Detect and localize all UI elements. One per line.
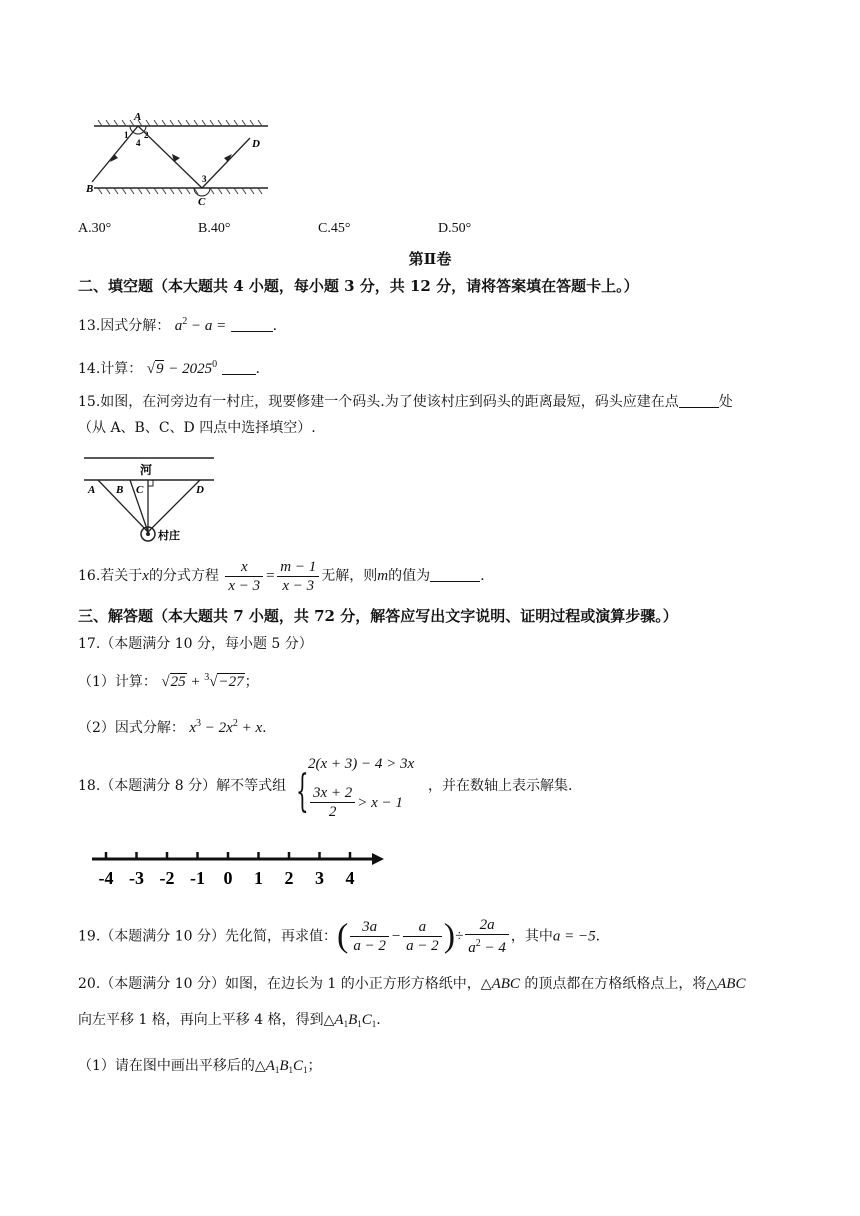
q12-option-c: C.45° bbox=[318, 221, 351, 236]
q19-minus: − bbox=[390, 928, 402, 945]
number-line-label: -4 bbox=[98, 868, 114, 888]
q12-figure bbox=[78, 108, 278, 208]
question-16 bbox=[78, 556, 485, 596]
q15-label-d: D bbox=[196, 484, 204, 496]
q17-part2 bbox=[78, 714, 267, 738]
q17-p1-expr: √25 + $^3$√−27 bbox=[161, 672, 244, 690]
number-line-ticks bbox=[99, 852, 355, 888]
number-line-label: 1 bbox=[254, 868, 263, 888]
q18-inequality-2: $\frac{3x + 2}{2}$ > x − 1 bbox=[308, 784, 403, 821]
number-line-label: 3 bbox=[315, 868, 324, 888]
q13-expr: $a^2 - a$ = bbox=[174, 316, 227, 334]
q18-inequality-1: 2(x + 3) − 4 > 3x bbox=[308, 756, 415, 772]
q17-title: 17.（本题满分 10 分，每小题 5 分） bbox=[78, 636, 313, 652]
q12-ray-cd bbox=[202, 138, 250, 188]
q16-equals: = bbox=[265, 568, 276, 584]
q19-divide: ÷ bbox=[455, 928, 464, 945]
q16-fraction-right: $\frac{m - 1}{x - 3}$ bbox=[277, 558, 319, 595]
q12-label-b: B bbox=[86, 183, 94, 195]
q18-prefix: 18.（本题满分 8 分）解不等式组 bbox=[78, 778, 287, 794]
q14-suffix: . bbox=[255, 361, 260, 377]
q17-p1-suffix: ； bbox=[244, 674, 259, 690]
number-line-label: -3 bbox=[129, 868, 144, 888]
q17-p1-prefix: （1）计算： bbox=[78, 674, 157, 690]
q13-answer-blank[interactable] bbox=[231, 317, 273, 332]
q15-figure bbox=[80, 452, 220, 548]
q19-prefix: 19.（本题满分 10 分）先化简，再求值： bbox=[78, 928, 337, 945]
q17-p2-suffix: . bbox=[262, 720, 267, 736]
number-line bbox=[90, 842, 390, 892]
q19-frac-1: $\frac{3a}{a - 2}$ bbox=[350, 918, 389, 955]
q19-frac-2: $\frac{a}{a - 2}$ bbox=[403, 918, 442, 955]
q19-condition: a = −5 bbox=[552, 928, 596, 945]
q15-label-a: A bbox=[88, 484, 96, 496]
q19-frac-3: $\frac{2a}{a^2 - 4}$ bbox=[465, 916, 509, 957]
q20-line1: 20.（本题满分 10 分）如图，在边长为 1 的小正方形方格纸中，△ABC 的顶点都在方格纸格点上，将△ABC bbox=[78, 976, 746, 992]
number-line-label: -2 bbox=[159, 868, 175, 888]
q12-label-1: 1 bbox=[124, 130, 129, 140]
q19-suffix: . bbox=[595, 928, 601, 945]
q16-mid: 的分式方程 bbox=[148, 568, 219, 584]
question-13 bbox=[78, 312, 277, 336]
q12-label-4: 4 bbox=[136, 138, 141, 148]
q15-river-label: 河 bbox=[140, 463, 153, 477]
q19-paren-close: ) bbox=[443, 917, 456, 955]
q20-line2: 向左平移 1 格，再向上平移 4 格，得到$\triangle A_1B_1C_1$. bbox=[78, 1012, 381, 1029]
q12-ray-ba bbox=[92, 126, 138, 182]
q17-part1 bbox=[78, 668, 259, 692]
number-line-label: -1 bbox=[190, 868, 205, 888]
q16-var-m: m bbox=[377, 568, 389, 584]
q15-tail: 处 bbox=[718, 394, 733, 410]
q19-paren-open: ( bbox=[336, 917, 349, 955]
q12-option-d: D.50° bbox=[438, 221, 472, 236]
question-14 bbox=[78, 355, 260, 379]
q17-p2-prefix: （2）因式分解： bbox=[78, 720, 185, 736]
q12-option-a: A.30° bbox=[78, 221, 112, 236]
q15-village-label: 村庄 bbox=[158, 530, 180, 542]
number-line-arrow bbox=[372, 853, 384, 865]
q12-label-d: D bbox=[252, 138, 260, 150]
question-15-line2: （从 A、B、C、D 四点中选择填空）. bbox=[78, 420, 316, 436]
section-2-heading: 二、填空题（本大题共 4 小题，每小题 3 分，共 12 分，请将答案填在答题卡上。） bbox=[78, 277, 639, 295]
q15-text: 15.如图，在河旁边有一村庄，现要修建一个码头.为了使该村庄到码头的距离最短，码头应建在点 bbox=[78, 394, 679, 410]
q12-label-a: A bbox=[134, 111, 142, 123]
q16-prefix: 16.若关于 bbox=[78, 568, 143, 584]
q16-var-x: x bbox=[142, 568, 149, 584]
q19-cond-prefix: ，其中 bbox=[510, 928, 553, 945]
question-19 bbox=[78, 916, 600, 957]
q15-line-d bbox=[148, 480, 200, 532]
q15-right-angle bbox=[148, 480, 153, 486]
q18-brace: { bbox=[296, 766, 309, 817]
q14-expr: $√9 - 2025^0$ bbox=[146, 359, 218, 377]
q12-bottom-hatch bbox=[98, 188, 262, 194]
q16-end: 的值为 bbox=[388, 568, 431, 584]
q16-after: 无解，则 bbox=[321, 568, 378, 584]
q12-label-2: 2 bbox=[144, 130, 149, 140]
number-line-label: 4 bbox=[345, 868, 355, 888]
q12-label-c: C bbox=[198, 196, 206, 208]
q13-suffix: . bbox=[272, 318, 278, 334]
q16-answer-blank[interactable] bbox=[430, 567, 480, 582]
section-3-heading: 三、解答题（本大题共 7 小题，共 72 分，解答应写出文字说明、证明过程或演算步骤。） bbox=[78, 607, 678, 625]
section-2-title: 第Ⅱ卷 bbox=[408, 250, 452, 268]
q15-label-b: B bbox=[116, 484, 124, 496]
number-line-label: 0 bbox=[223, 868, 233, 888]
q17-p2-expr: $x^3 - 2x^2 + x$ bbox=[189, 718, 263, 736]
q16-fraction-left: $\frac{x}{x - 3}$ bbox=[225, 558, 263, 595]
q14-prefix: 14.计算： bbox=[78, 361, 143, 377]
q12-option-b: B.40° bbox=[198, 221, 231, 236]
q12-label-3: 3 bbox=[202, 174, 207, 184]
q15-label-c: C bbox=[136, 484, 144, 496]
q16-suffix: . bbox=[480, 568, 485, 584]
q18-suffix: ，并在数轴上表示解集. bbox=[428, 778, 573, 794]
q15-village-dot bbox=[146, 532, 150, 536]
q20-part1: （1）请在图中画出平移后的$\triangle A_1B_1C_1$； bbox=[78, 1058, 322, 1075]
q12-top-hatch bbox=[98, 120, 262, 126]
number-line-label: 2 bbox=[284, 868, 294, 888]
question-15-line1 bbox=[78, 392, 733, 412]
q15-answer-blank[interactable] bbox=[679, 393, 719, 408]
q18-fraction: $\frac{3x + 2}{2}$ bbox=[310, 784, 355, 821]
q14-answer-blank[interactable] bbox=[222, 360, 256, 375]
q13-prefix: 13.因式分解： bbox=[78, 318, 171, 334]
